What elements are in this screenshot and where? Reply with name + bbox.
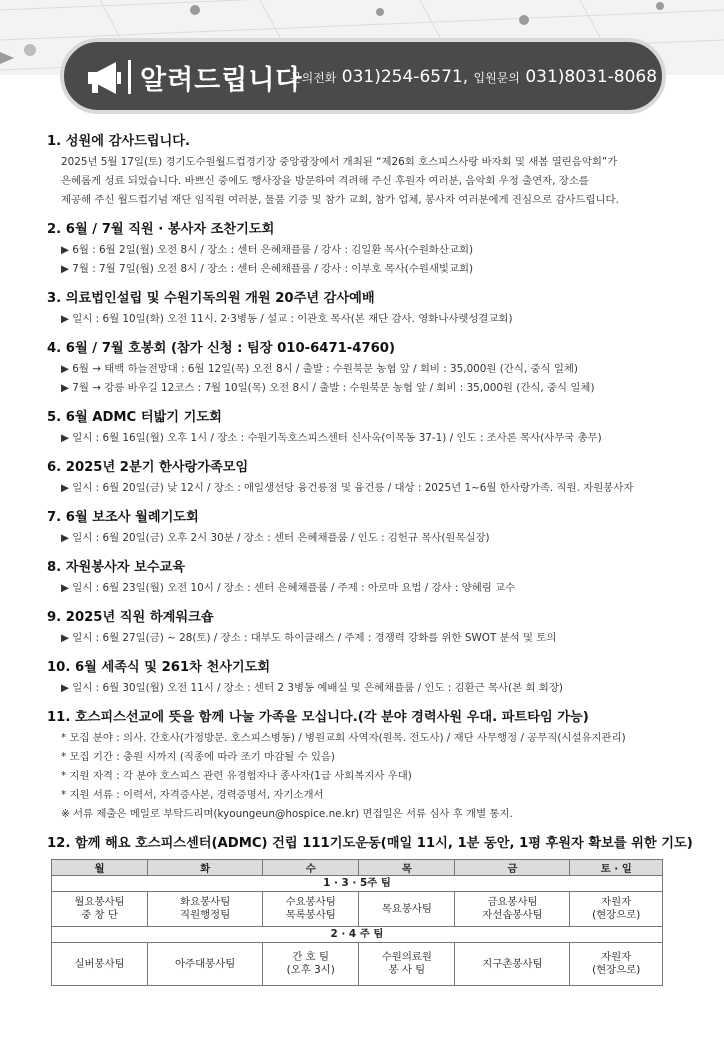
notice-section xyxy=(47,130,687,210)
section-title: 1. 성원에 감사드립니다. xyxy=(47,134,191,149)
section-line: * 지원 자격 : 각 분야 호스피스 관련 유경험자나 종사자(1급 사회복지사 우대) xyxy=(61,770,412,782)
table-header-cell: 화 xyxy=(148,860,263,876)
table-cell: 실버봉사팀 xyxy=(52,943,148,986)
notice-content xyxy=(47,130,693,986)
table-header-cell: 토 · 일 xyxy=(570,860,663,876)
admit-phone-number: 031)8031-8068 xyxy=(525,67,658,87)
section-title: 6. 2025년 2분기 한사랑가족모임 xyxy=(47,460,249,475)
table-cell: 자원자 (현장으로) xyxy=(570,943,663,986)
phone-number: 031)254-6571, xyxy=(341,67,469,87)
notice-section xyxy=(47,287,687,329)
section-line: * 모집 기간 : 충원 시까지 (직종에 따라 조기 마감될 수 있음) xyxy=(61,751,335,763)
section-line: 제공해 주신 월드컵기념 재단 임직원 여러분, 물품 기증 및 참가 교회, 참가 업체, 봉사자 여러분에게 진심으로 감사드립니다. xyxy=(61,194,619,206)
admit-label: 입원문의 xyxy=(473,71,520,85)
megaphone-icon xyxy=(86,58,126,98)
phone-label: 문의전화 xyxy=(290,71,337,85)
table-header-cell: 수 xyxy=(263,860,359,876)
section-line: ▶ 일시 : 6월 30일(월) 오전 11시 / 장소 : 센터 2 3병동 예배실 및 은혜채플룸 / 인도 : 김환근 목사(본 회 회장) xyxy=(61,682,563,694)
section-title: 9. 2025년 직원 하계워크숍 xyxy=(47,610,214,625)
section-title: 3. 의료법인설립 및 수원기독의원 개원 20주년 감사예배 xyxy=(47,291,375,306)
week-group-label: 1 · 3 · 5주 팀 xyxy=(52,876,663,892)
section-title: 10. 6월 세족식 및 261차 천사기도회 xyxy=(47,660,271,675)
section-title: 12. 함께 해요 호스피스센터(ADMC) 건립 111기도운동(매일 11시, 1분 동안, 1평 후원자 확보를 위한 기도) xyxy=(47,836,693,851)
table-header-cell: 금 xyxy=(455,860,570,876)
table-cell: 월요봉사팀 중 창 단 xyxy=(52,892,148,927)
table-cell: 간 호 팀 (오후 3시) xyxy=(263,943,359,986)
notice-section xyxy=(47,606,687,648)
notice-section xyxy=(47,218,687,279)
table-cell: 목요봉사팀 xyxy=(359,892,455,927)
notice-section xyxy=(47,337,687,398)
notice-section xyxy=(47,656,687,698)
table-cell: 화요봉사팀 직원행정팀 xyxy=(148,892,263,927)
notice-section xyxy=(47,406,687,448)
notice-banner xyxy=(60,38,666,114)
notice-section xyxy=(47,832,693,851)
section-line: ▶ 6월 → 태백 하늘전망대 : 6월 12일(목) 오전 8시 / 출발 : 수원북문 농협 앞 / 회비 : 35,000원 (간식, 중식 일체) xyxy=(61,363,578,375)
table-row xyxy=(52,892,663,927)
table-cell: 아주대봉사팀 xyxy=(148,943,263,986)
section-line: ▶ 일시 : 6월 20일(금) 오후 2시 30분 / 장소 : 센터 은혜채플룸 / 인도 : 김헌규 목사(원목실장) xyxy=(61,532,490,544)
section-line: * 지원 서류 : 이력서, 자격증사본, 경력증명서, 자기소개서 xyxy=(61,789,324,801)
section-line: * 모집 분야 : 의사. 간호사(가정방문. 호스피스병동) / 병원교회 사역자(원목. 전도사) / 재단 사무행정 / 공무직(시설유지관리) xyxy=(61,732,626,744)
table-row xyxy=(52,943,663,986)
section-line: ▶ 6월 : 6월 2일(월) 오전 8시 / 장소 : 센터 은혜채플룸 / 강사 : 김일환 목사(수원화산교회) xyxy=(61,244,474,256)
table-header-cell: 월 xyxy=(52,860,148,876)
notice-section xyxy=(47,706,687,824)
section-line: ▶ 일시 : 6월 16일(월) 오후 1시 / 장소 : 수원기독호스피스센터 신사옥(이목동 37-1) / 인도 : 조사론 목사(사무국 총무) xyxy=(61,432,602,444)
section-line: ▶ 일시 : 6월 23일(월) 오전 10시 / 장소 : 센터 은혜채플룸 / 주제 : 아로마 요법 / 강사 : 양혜림 교수 xyxy=(61,582,516,594)
table-cell: 수요봉사팀 목록봉사팀 xyxy=(263,892,359,927)
banner-contact xyxy=(290,67,657,87)
table-cell: 자원자 (현장으로) xyxy=(570,892,663,927)
section-line: ▶ 일시 : 6월 27일(금) ~ 28(토) / 장소 : 대부도 하이클래스 / 주제 : 경쟁력 강화를 위한 SWOT 분석 및 토의 xyxy=(61,632,557,644)
week-group-label: 2 · 4 주 팀 xyxy=(52,927,663,943)
section-line: ▶ 7월 : 7월 7일(월) 오전 8시 / 장소 : 센터 은혜채플룸 / 강사 : 이부호 목사(수원새빛교회) xyxy=(61,263,474,275)
banner-title: 알려드립니다 xyxy=(140,65,303,96)
section-line: 2025년 5월 17일(토) 경기도수원월드컵경기장 중앙광장에서 개최된 “제26회 호스피스사랑 바자회 및 새봄 열린음악회”가 xyxy=(61,156,618,168)
section-title: 2. 6월 / 7월 직원 · 봉사자 조찬기도회 xyxy=(47,222,275,237)
section-line: ▶ 7월 → 강릉 바우길 12코스 : 7월 10일(목) 오전 8시 / 출발 : 수원북문 농협 앞 / 회비 : 35,000원 (간식, 중식 일체) xyxy=(61,382,595,394)
section-line: ▶ 일시 : 6월 10일(화) 오전 11시. 2·3병동 / 설교 : 이관호 목사(본 재단 감사. 영화나사렛성결교회) xyxy=(61,313,513,325)
table-cell: 지구촌봉사팀 xyxy=(455,943,570,986)
section-line: 은혜롭게 성료 되었습니다. 바쁘신 중에도 행사장을 방문하여 격려해 주신 후원자 여러분, 음악회 우정 출연자, 장소를 xyxy=(61,175,589,187)
prayer-schedule-table xyxy=(51,859,663,986)
section-title: 5. 6월 ADMC 터밟기 기도회 xyxy=(47,410,222,425)
section-line: ▶ 일시 : 6월 20일(금) 낮 12시 / 장소 : 애일생선당 융건릉점 및 융건릉 / 대상 : 2025년 1~6월 한사랑가족. 직원. 자원봉사자 xyxy=(61,482,634,494)
section-line: ※ 서류 제출은 메일로 부탁드리며(kyoungeun@hospice.ne.kr) 면접일은 서류 심사 후 개별 통지. xyxy=(61,808,513,820)
notice-section xyxy=(47,506,687,548)
section-title: 4. 6월 / 7월 호봉회 (참가 신청 : 팀장 010-6471-4760) xyxy=(47,341,396,356)
table-cell: 수원의료원 봉 사 팀 xyxy=(359,943,455,986)
banner-separator xyxy=(128,60,131,94)
table-header-cell: 목 xyxy=(359,860,455,876)
section-title: 8. 자원봉사자 보수교육 xyxy=(47,560,186,575)
section-title: 11. 호스피스선교에 뜻을 함께 나눌 가족을 모십니다.(각 분야 경력사원 우대. 파트타임 가능) xyxy=(47,710,589,725)
table-cell: 금요봉사팀 자선솝봉사팀 xyxy=(455,892,570,927)
notice-section xyxy=(47,556,687,598)
notice-section xyxy=(47,456,687,498)
section-title: 7. 6월 보조사 월례기도회 xyxy=(47,510,199,525)
